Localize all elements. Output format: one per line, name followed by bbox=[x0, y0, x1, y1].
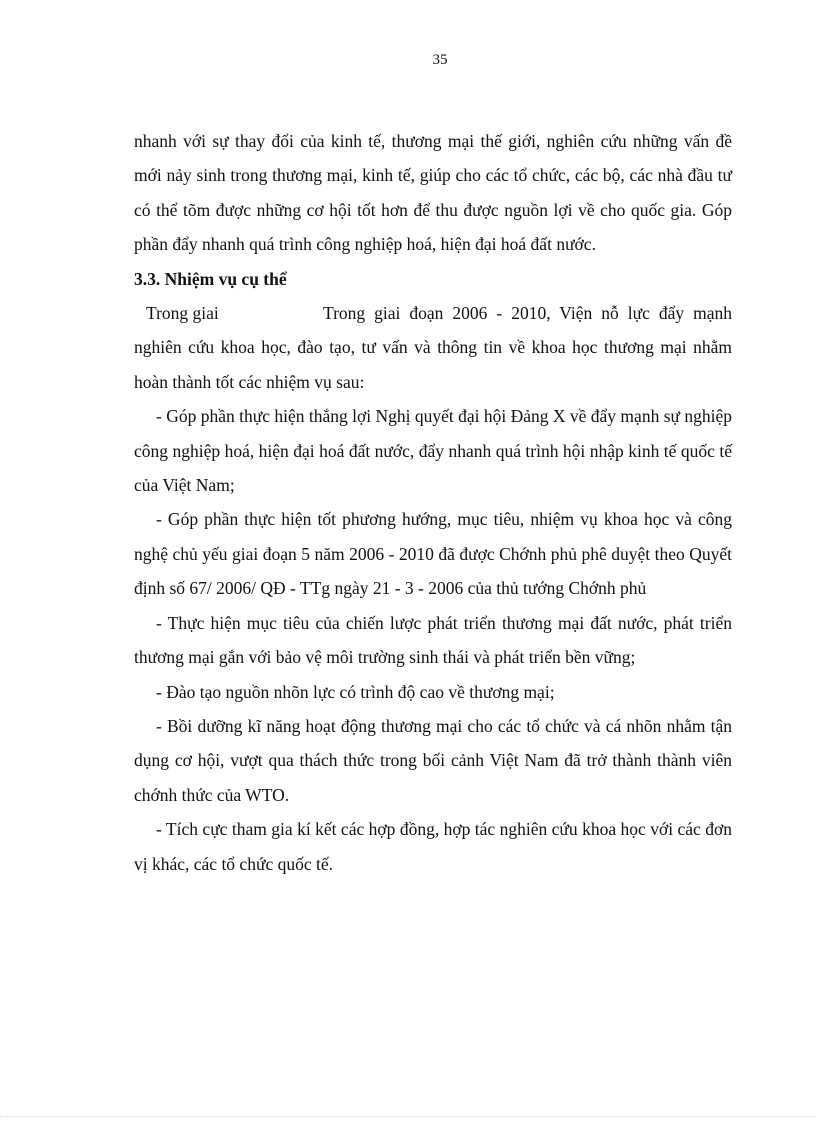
task-item: - Thực hiện mục tiêu của chiến lược phát triển thương mại đất nước, phát triển thương mại gắn với bảo vệ môi trường sinh thái và phát triển bền vững; bbox=[134, 612, 732, 668]
document-body bbox=[134, 124, 732, 881]
page-bottom-divider bbox=[0, 1116, 816, 1117]
lead-prefix: Trong giai bbox=[146, 303, 219, 324]
section-heading: 3.3. Nhiệm vụ cụ thể bbox=[134, 268, 287, 289]
lead-paragraph bbox=[134, 296, 732, 399]
page-number: 35 bbox=[432, 52, 448, 68]
task-item: - Bồi dưỡng kĩ năng hoạt động thương mại cho các tổ chức và cá nhõn nhằm tận dụng cơ hội, vượt qua thách thức trong bối cảnh Việt Nam đã trở thành thành viên chớnh thức của WTO. bbox=[134, 715, 732, 805]
task-item: - Đào tạo nguồn nhõn lực có trình độ cao về thương mại; bbox=[156, 681, 555, 702]
task-item: - Góp phần thực hiện tốt phương hướng, mục tiêu, nhiệm vụ khoa học và công nghệ chủ yếu giai đoạn 5 năm 2006 - 2010 đã được Chớnh phủ phê duyệt theo Quyết định số 67/ 2006/ QĐ - TTg ngày 21 - 3 - 2006 của thủ tướng Chớnh phủ bbox=[134, 509, 732, 599]
task-item: - Tích cực tham gia kí kết các hợp đồng, hợp tác nghiên cứu khoa học với các đơn vị khác, các tổ chức quốc tế. bbox=[134, 819, 732, 874]
lead-text: Trong giai đoạn 2006 - 2010, Viện nỗ lực đẩy mạnh nghiên cứu khoa học, đào tạo, tư vấn và thông tin về khoa học thương mại nhằm hoàn thành tốt các nhiệm vụ sau: bbox=[134, 303, 732, 392]
intro-paragraph: nhanh với sự thay đổi của kinh tế, thương mại thế giới, nghiên cứu những vấn đề mới nảy sinh trong thương mại, kinh tế, giúp cho các tổ chức, các bộ, các nhà đầu tư có thể tõm được những cơ hội tốt hơn để thu được nguồn lợi về cho quốc gia. Góp phần đẩy nhanh quá trình công nghiệp hoá, hiện đại hoá đất nước. bbox=[134, 131, 732, 255]
task-item: - Góp phần thực hiện thắng lợi Nghị quyết đại hội Đảng X về đẩy mạnh sự nghiệp công nghiệp hoá, hiện đại hoá đất nước, đẩy nhanh quá trình hội nhập kinh tế quốc tế của Việt Nam; bbox=[134, 406, 732, 496]
